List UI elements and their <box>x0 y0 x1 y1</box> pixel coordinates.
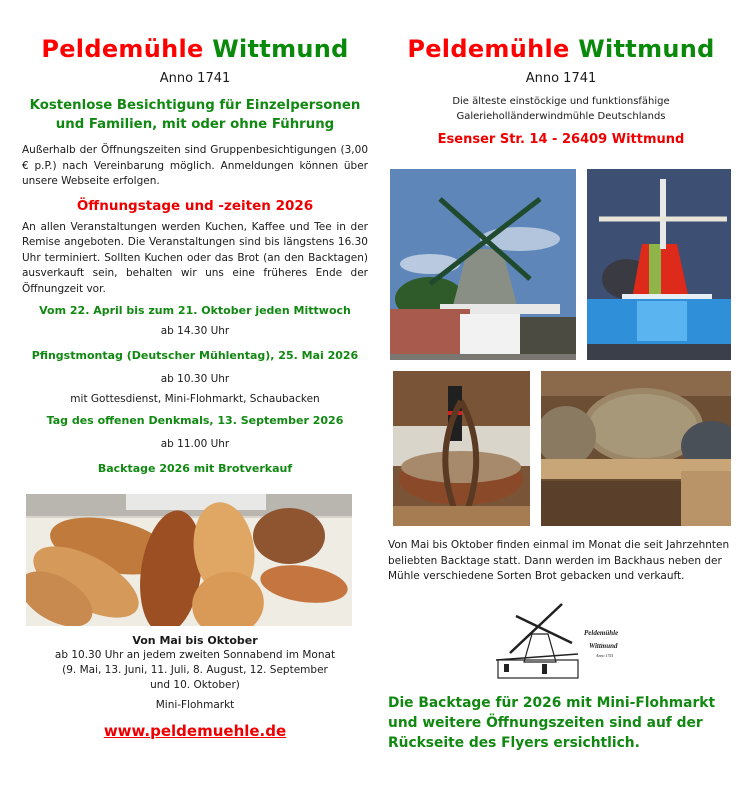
millstone-photo <box>393 371 530 526</box>
closing-block <box>388 693 734 753</box>
schedule-1-title: Vom 22. April bis zum 21. Oktober jeden Mittwoch <box>39 304 351 317</box>
right-panel <box>388 0 734 149</box>
left-panel <box>22 0 368 476</box>
title-green: Wittmund <box>578 35 715 63</box>
bake-info <box>22 633 368 740</box>
svg-text:Wittmund: Wittmund <box>589 642 618 650</box>
closing-text: Die Backtage für 2026 mit Mini-Flohmarkt und weitere Öffnungszeiten sind auf der Rückseite des Flyers ersichtlich. <box>388 695 716 751</box>
description <box>388 94 734 124</box>
bread-photo <box>26 494 352 626</box>
windmill-day-photo <box>390 169 576 360</box>
bake-line2: (9. Mai, 13. Juni, 11. Juli, 8. August, 12. September <box>62 664 328 676</box>
title-red: Peldemühle <box>41 35 204 63</box>
svg-text:Peldemühle: Peldemühle <box>584 629 619 637</box>
address: Esenser Str. 14 - 26409 Wittmund <box>437 132 685 147</box>
windmill-logo-icon <box>492 598 642 680</box>
description-line2: Galerieholländerwindmühle Deutschlands <box>456 111 666 122</box>
right-title <box>388 34 734 64</box>
schedule-2-time: ab 10.30 Uhr <box>160 373 230 385</box>
website-link[interactable]: www.peldemuehle.de <box>103 722 287 740</box>
gears-image-icon <box>541 371 731 526</box>
schedule-2-title: Pfingstmontag (Deutscher Mühlentag), 25. Mai 2026 <box>31 349 359 362</box>
bake-text: Von Mai bis Oktober finden einmal im Monat die seit Jahrzehnten beliebten Backtage statt. Dann werden im Backhaus neben der Mühle verschiedene Sorten Brot gebacken und verkauft. <box>388 539 730 582</box>
mill-logo <box>492 598 642 680</box>
gears-photo <box>541 371 731 526</box>
events-text: An allen Veranstaltungen werden Kuchen, Kaffee und Tee in der Remise angeboten. Die Veranstaltungen sind bis längstens 16.30 Uhr terminiert. Sollten Kuchen oder das Brot (an den Backtagen) ausverkauft sein, behalten wir uns eine früheres Ende der Öffnungzeit vor. <box>22 220 368 295</box>
title-red: Peldemühle <box>407 35 570 63</box>
anno-label: Anno 1741 <box>159 71 231 86</box>
schedule-3-title: Tag des offenen Denkmals, 13. September 2026 <box>46 414 344 427</box>
schedule-2-note: mit Gottesdienst, Mini-Flohmarkt, Schaubacken <box>70 393 320 405</box>
left-title <box>22 34 368 64</box>
bread-image-icon <box>26 494 352 626</box>
bake-heading: Von Mai bis Oktober <box>132 634 258 647</box>
intro-heading-line2: und Familien, mit oder ohne Führung <box>55 117 335 132</box>
bake-line1: ab 10.30 Uhr an jedem zweiten Sonnabend im Monat <box>54 649 336 661</box>
description-line1: Die älteste einstöckige und funktionsfähige <box>452 96 670 107</box>
intro-heading-line1: Kostenlose Besichtigung für Einzelpersonen <box>29 98 361 113</box>
flea-market-label: Mini-Flohmarkt <box>155 699 235 711</box>
windmill-night-photo <box>587 169 731 360</box>
intro-heading <box>22 96 368 134</box>
group-text: Außerhalb der Öffnungszeiten sind Gruppenbesichtigungen (3,00 € p.P.) nach Vereinbarung möglich. Anmeldungen können über unsere Webseite erfolgen. <box>22 144 368 187</box>
schedule-4-title: Backtage 2026 mit Brotverkauf <box>97 462 293 475</box>
schedule-1-time: ab 14.30 Uhr <box>160 325 230 337</box>
windmill-night-icon <box>587 169 731 360</box>
schedule-3-time: ab 11.00 Uhr <box>160 438 230 450</box>
right-bake-text <box>388 538 734 585</box>
millstone-image-icon <box>393 371 530 526</box>
anno-label: Anno 1741 <box>525 71 597 86</box>
hours-heading: Öffnungstage und -zeiten 2026 <box>76 197 314 214</box>
bake-line3: und 10. Oktober) <box>150 679 240 691</box>
title-green: Wittmund <box>212 35 349 63</box>
windmill-day-icon <box>390 169 576 360</box>
svg-text:Anno 1741: Anno 1741 <box>596 653 614 658</box>
